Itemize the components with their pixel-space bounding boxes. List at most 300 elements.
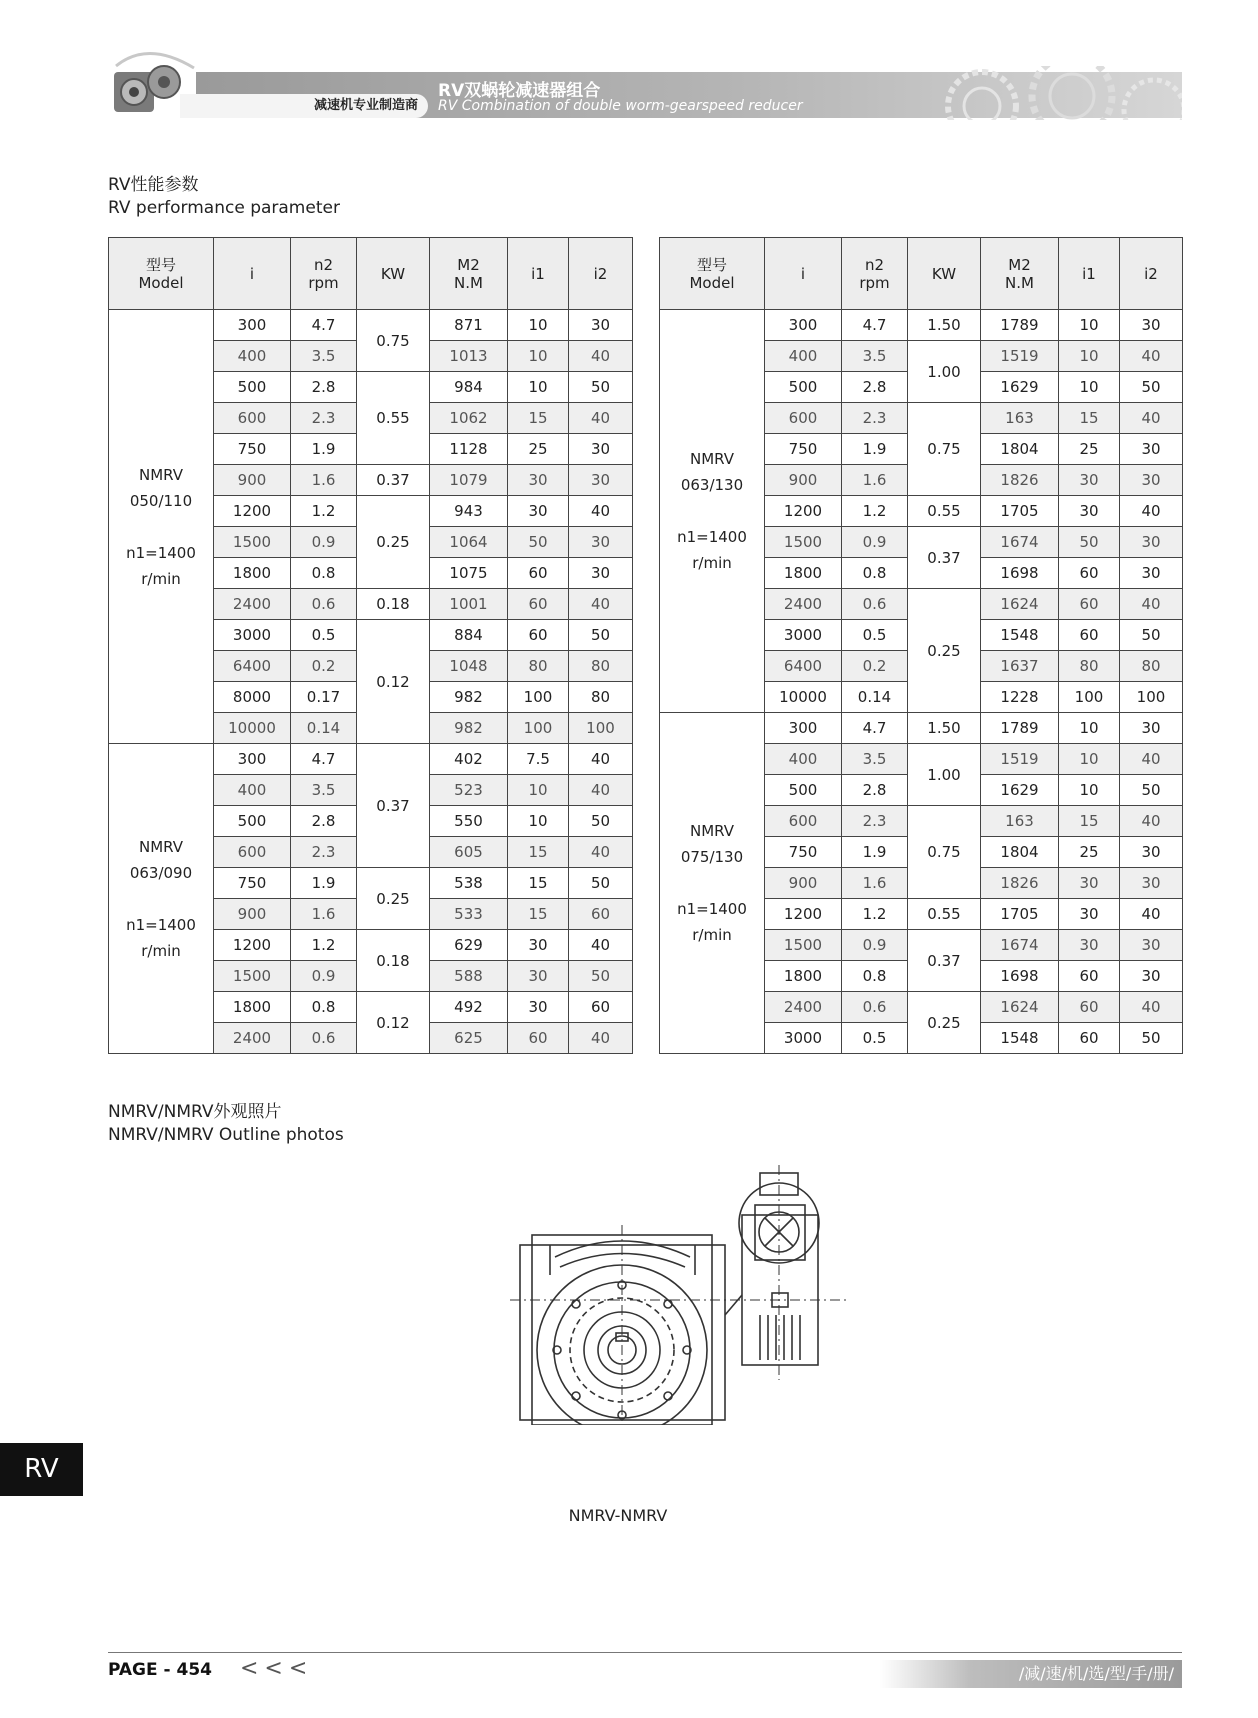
n2-cell: 0.6 (291, 1023, 357, 1054)
n2-cell: 0.8 (291, 558, 357, 589)
m2-cell: 1013 (430, 341, 508, 372)
header-m2 (981, 238, 1059, 310)
n2-cell: 2.8 (842, 775, 908, 806)
kw-cell: 1.00 (908, 341, 981, 403)
n2-cell: 0.14 (842, 682, 908, 713)
i2-cell: 40 (1120, 806, 1183, 837)
i1-cell: 10 (508, 310, 569, 341)
footer-series-title: /减/速/机/选/型/手/册/ (880, 1660, 1182, 1688)
i1-cell: 30 (1059, 930, 1120, 961)
i1-cell: 10 (1059, 775, 1120, 806)
header-i (214, 238, 291, 310)
header-n2 (842, 238, 908, 310)
ratio-cell: 300 (765, 310, 842, 341)
n2-cell: 1.2 (291, 496, 357, 527)
n2-cell: 0.14 (291, 713, 357, 744)
model-name: NMRV (138, 837, 184, 856)
n2-cell: 0.8 (291, 992, 357, 1023)
kw-cell: 1.50 (908, 713, 981, 744)
i2-cell: 40 (569, 589, 633, 620)
n2-cell: 0.6 (842, 589, 908, 620)
m2-cell: 1548 (981, 1023, 1059, 1054)
n2-cell: 4.7 (842, 713, 908, 744)
header-kw (908, 238, 981, 310)
ratio-cell: 3000 (214, 620, 291, 651)
i2-cell: 50 (569, 372, 633, 403)
ratio-cell: 600 (214, 837, 291, 868)
i2-cell: 60 (569, 899, 633, 930)
table-header-row (660, 238, 1183, 310)
header-tagline: 减速机专业制造商 (180, 94, 428, 118)
kw-cell: 0.37 (357, 744, 430, 868)
ratio-cell: 8000 (214, 682, 291, 713)
i2-cell: 30 (1120, 558, 1183, 589)
i1-cell: 10 (1059, 744, 1120, 775)
footer-divider (108, 1652, 1182, 1653)
ratio-cell: 2400 (214, 1023, 291, 1054)
ratio-cell: 400 (765, 744, 842, 775)
header-n2-line: n2 (313, 255, 334, 274)
header-kw-line: KW (931, 264, 957, 283)
header-model (660, 238, 765, 310)
m2-cell: 1624 (981, 992, 1059, 1023)
i1-cell: 60 (1059, 1023, 1120, 1054)
section-title-performance (108, 174, 340, 220)
n2-cell: 0.9 (842, 930, 908, 961)
m2-cell: 163 (981, 403, 1059, 434)
i1-cell: 10 (1059, 341, 1120, 372)
i2-cell: 40 (569, 744, 633, 775)
header-i2-line: i2 (1144, 264, 1158, 283)
kw-cell: 0.25 (357, 868, 430, 930)
i2-cell: 30 (1120, 930, 1183, 961)
n2-cell: 0.6 (842, 992, 908, 1023)
n2-cell: 2.8 (291, 806, 357, 837)
header-model (109, 238, 214, 310)
m2-cell: 1519 (981, 341, 1059, 372)
header-m2-line: N.M (1005, 273, 1034, 292)
m2-cell: 1624 (981, 589, 1059, 620)
kw-cell: 0.75 (908, 403, 981, 496)
m2-cell: 1048 (430, 651, 508, 682)
speed-unit: r/min (692, 926, 732, 944)
i2-cell: 40 (1120, 899, 1183, 930)
page-arrows: <<< (240, 1656, 314, 1681)
m2-cell: 629 (430, 930, 508, 961)
i2-cell: 40 (1120, 744, 1183, 775)
header-m2-line: M2 (1008, 255, 1031, 274)
m2-cell: 1705 (981, 496, 1059, 527)
ratio-cell: 900 (765, 868, 842, 899)
m2-cell: 1128 (430, 434, 508, 465)
m2-cell: 533 (430, 899, 508, 930)
i2-cell: 40 (569, 341, 633, 372)
model-name: NMRV (689, 822, 735, 840)
n2-cell: 1.9 (842, 434, 908, 465)
i1-cell: 30 (1059, 899, 1120, 930)
header-n2-line: n2 (864, 255, 885, 274)
i1-cell: 15 (1059, 403, 1120, 434)
header-i2 (569, 238, 633, 310)
header-i (765, 238, 842, 310)
ratio-cell: 2400 (214, 589, 291, 620)
ratio-cell: 1200 (214, 930, 291, 961)
i1-cell: 60 (508, 1023, 569, 1054)
n2-cell: 0.6 (291, 589, 357, 620)
m2-cell: 1001 (430, 589, 508, 620)
i1-cell: 60 (1059, 589, 1120, 620)
i1-cell: 25 (1059, 837, 1120, 868)
model-cell (660, 310, 765, 713)
m2-cell: 1629 (981, 372, 1059, 403)
n2-cell: 4.7 (842, 310, 908, 341)
i2-cell: 50 (569, 961, 633, 992)
ratio-cell: 300 (214, 310, 291, 341)
kw-cell: 0.25 (908, 589, 981, 713)
i1-cell: 60 (508, 558, 569, 589)
table-header-row (109, 238, 633, 310)
kw-cell: 0.75 (357, 310, 430, 372)
n2-cell: 0.2 (842, 651, 908, 682)
ratio-cell: 300 (214, 744, 291, 775)
m2-cell: 1062 (430, 403, 508, 434)
nmrv-nmrv-outline-drawing (510, 1165, 860, 1425)
ratio-cell: 10000 (214, 713, 291, 744)
ratio-cell: 2400 (765, 992, 842, 1023)
m2-cell: 1228 (981, 682, 1059, 713)
n2-cell: 1.6 (842, 868, 908, 899)
section-title-cn: NMRV/NMRV外观照片 (108, 1102, 282, 1122)
kw-cell: 0.12 (357, 992, 430, 1054)
m2-cell: 1826 (981, 465, 1059, 496)
n2-cell: 0.5 (842, 620, 908, 651)
performance-table-right (659, 237, 1183, 1054)
model-size: 075/130 (680, 848, 744, 866)
i1-cell: 30 (508, 930, 569, 961)
ratio-cell: 900 (214, 465, 291, 496)
i2-cell: 40 (569, 496, 633, 527)
i1-cell: 30 (1059, 496, 1120, 527)
i1-cell: 10 (1059, 372, 1120, 403)
header-model-line: 型号 (696, 255, 727, 274)
section-title-en: NMRV/NMRV Outline photos (108, 1125, 344, 1145)
header-kw (357, 238, 430, 310)
input-speed: n1=1400 (677, 528, 747, 546)
ratio-cell: 600 (765, 403, 842, 434)
n2-cell: 3.5 (842, 341, 908, 372)
input-speed: n1=1400 (126, 915, 196, 934)
m2-cell: 605 (430, 837, 508, 868)
ratio-cell: 750 (214, 434, 291, 465)
i2-cell: 100 (569, 713, 633, 744)
model-size: 063/130 (680, 476, 744, 494)
n2-cell: 4.7 (291, 310, 357, 341)
n2-cell: 4.7 (291, 744, 357, 775)
i1-cell: 30 (1059, 465, 1120, 496)
kw-cell: 0.55 (908, 899, 981, 930)
kw-cell: 0.75 (908, 806, 981, 899)
model-spacer (109, 886, 213, 912)
m2-cell: 1804 (981, 434, 1059, 465)
m2-cell: 492 (430, 992, 508, 1023)
i2-cell: 50 (1120, 1023, 1183, 1054)
n2-cell: 0.5 (291, 620, 357, 651)
i2-cell: 30 (569, 434, 633, 465)
m2-cell: 1826 (981, 868, 1059, 899)
ratio-cell: 1500 (765, 527, 842, 558)
ratio-cell: 1500 (214, 961, 291, 992)
performance-table-left (108, 237, 633, 1054)
kw-cell: 0.37 (908, 527, 981, 589)
i1-cell: 100 (1059, 682, 1120, 713)
i1-cell: 80 (1059, 651, 1120, 682)
header-i1 (508, 238, 569, 310)
drawing-caption: NMRV-NMRV (568, 1506, 668, 1525)
ratio-cell: 900 (214, 899, 291, 930)
ratio-cell: 400 (214, 341, 291, 372)
m2-cell: 1548 (981, 620, 1059, 651)
header-i-line: i (249, 264, 255, 283)
n2-cell: 0.9 (291, 961, 357, 992)
ratio-cell: 2400 (765, 589, 842, 620)
i1-cell: 80 (508, 651, 569, 682)
header-i-line: i (800, 264, 806, 283)
i2-cell: 40 (569, 775, 633, 806)
header-m2 (430, 238, 508, 310)
i1-cell: 60 (1059, 620, 1120, 651)
m2-cell: 163 (981, 806, 1059, 837)
section-title-outline (108, 1101, 344, 1147)
header-i1 (1059, 238, 1120, 310)
header-i2-line: i2 (593, 264, 608, 283)
input-speed: n1=1400 (677, 900, 747, 918)
i2-cell: 60 (569, 992, 633, 1023)
i2-cell: 40 (1120, 589, 1183, 620)
i1-cell: 10 (508, 341, 569, 372)
m2-cell: 1674 (981, 527, 1059, 558)
ratio-cell: 750 (765, 434, 842, 465)
i2-cell: 40 (569, 837, 633, 868)
table-row (109, 310, 633, 341)
n2-cell: 1.9 (291, 434, 357, 465)
m2-cell: 1789 (981, 713, 1059, 744)
model-spacer (109, 514, 213, 540)
i1-cell: 30 (508, 465, 569, 496)
m2-cell: 871 (430, 310, 508, 341)
i2-cell: 80 (569, 651, 633, 682)
i2-cell: 30 (569, 310, 633, 341)
header-n2-line: rpm (308, 273, 339, 292)
m2-cell: 538 (430, 868, 508, 899)
ratio-cell: 400 (214, 775, 291, 806)
ratio-cell: 10000 (765, 682, 842, 713)
header-n2-line: rpm (859, 273, 890, 292)
i1-cell: 30 (508, 496, 569, 527)
m2-cell: 1789 (981, 310, 1059, 341)
header-title-en: RV Combination of double worm-gearspeed reducer (438, 98, 803, 114)
i1-cell: 30 (508, 992, 569, 1023)
kw-cell: 0.25 (357, 496, 430, 589)
i1-cell: 50 (1059, 527, 1120, 558)
ratio-cell: 900 (765, 465, 842, 496)
n2-cell: 1.9 (842, 837, 908, 868)
i1-cell: 15 (1059, 806, 1120, 837)
i2-cell: 50 (1120, 372, 1183, 403)
n2-cell: 1.6 (291, 465, 357, 496)
i2-cell: 40 (1120, 403, 1183, 434)
n2-cell: 0.8 (842, 961, 908, 992)
ratio-cell: 1500 (214, 527, 291, 558)
ratio-cell: 750 (765, 837, 842, 868)
kw-cell: 0.18 (357, 589, 430, 620)
m2-cell: 523 (430, 775, 508, 806)
m2-cell: 1629 (981, 775, 1059, 806)
m2-cell: 625 (430, 1023, 508, 1054)
n2-cell: 1.6 (291, 899, 357, 930)
i2-cell: 30 (1120, 310, 1183, 341)
i2-cell: 30 (1120, 713, 1183, 744)
i2-cell: 30 (569, 527, 633, 558)
m2-cell: 1519 (981, 744, 1059, 775)
n2-cell: 2.8 (842, 372, 908, 403)
n2-cell: 1.2 (842, 899, 908, 930)
header-i1-line: i1 (1082, 264, 1096, 283)
model-spacer (660, 870, 764, 896)
header-n2 (291, 238, 357, 310)
model-name: NMRV (138, 465, 184, 484)
n2-cell: 0.17 (291, 682, 357, 713)
i2-cell: 30 (569, 558, 633, 589)
i2-cell: 50 (1120, 775, 1183, 806)
ratio-cell: 1800 (214, 558, 291, 589)
model-spacer (660, 498, 764, 524)
ratio-cell: 6400 (214, 651, 291, 682)
n2-cell: 0.8 (842, 558, 908, 589)
header-kw-line: KW (380, 264, 406, 283)
i1-cell: 7.5 (508, 744, 569, 775)
i1-cell: 15 (508, 868, 569, 899)
n2-cell: 1.2 (291, 930, 357, 961)
kw-cell: 0.25 (908, 992, 981, 1054)
section-side-tab: RV (0, 1443, 83, 1496)
page-header (108, 46, 1182, 120)
ratio-cell: 1800 (765, 961, 842, 992)
header-model-line: Model (689, 273, 735, 292)
i1-cell: 60 (508, 589, 569, 620)
n2-cell: 0.5 (842, 1023, 908, 1054)
kw-cell: 0.37 (908, 930, 981, 992)
i1-cell: 10 (1059, 310, 1120, 341)
m2-cell: 1674 (981, 930, 1059, 961)
table-row (109, 744, 633, 775)
ratio-cell: 3000 (765, 620, 842, 651)
ratio-cell: 600 (765, 806, 842, 837)
m2-cell: 1705 (981, 899, 1059, 930)
model-cell (109, 310, 214, 744)
m2-cell: 1079 (430, 465, 508, 496)
ratio-cell: 300 (765, 713, 842, 744)
i2-cell: 40 (1120, 496, 1183, 527)
i2-cell: 100 (1120, 682, 1183, 713)
i1-cell: 10 (508, 372, 569, 403)
ratio-cell: 500 (765, 372, 842, 403)
ratio-cell: 500 (214, 806, 291, 837)
n2-cell: 3.5 (291, 775, 357, 806)
ratio-cell: 600 (214, 403, 291, 434)
model-cell (660, 713, 765, 1054)
ratio-cell: 1500 (765, 930, 842, 961)
m2-cell: 1698 (981, 558, 1059, 589)
i1-cell: 60 (1059, 992, 1120, 1023)
ratio-cell: 500 (214, 372, 291, 403)
ratio-cell: 750 (214, 868, 291, 899)
kw-cell: 1.50 (908, 310, 981, 341)
table-row (660, 310, 1183, 341)
i2-cell: 50 (569, 806, 633, 837)
i2-cell: 30 (1120, 434, 1183, 465)
speed-unit: r/min (141, 569, 181, 588)
m2-cell: 550 (430, 806, 508, 837)
m2-cell: 984 (430, 372, 508, 403)
kw-cell: 1.00 (908, 744, 981, 806)
m2-cell: 1075 (430, 558, 508, 589)
i2-cell: 80 (569, 682, 633, 713)
input-speed: n1=1400 (126, 543, 196, 562)
table-row (660, 713, 1183, 744)
i2-cell: 30 (1120, 465, 1183, 496)
header-i1-line: i1 (531, 264, 545, 283)
i2-cell: 30 (1120, 961, 1183, 992)
i1-cell: 25 (508, 434, 569, 465)
model-name: NMRV (689, 450, 735, 468)
kw-cell: 0.55 (357, 372, 430, 465)
i2-cell: 40 (1120, 992, 1183, 1023)
m2-cell: 402 (430, 744, 508, 775)
kw-cell: 0.12 (357, 620, 430, 744)
gears-decoration-icon (922, 66, 1182, 120)
n2-cell: 1.2 (842, 496, 908, 527)
kw-cell: 0.18 (357, 930, 430, 992)
n2-cell: 0.9 (291, 527, 357, 558)
i1-cell: 50 (508, 527, 569, 558)
header-i2 (1120, 238, 1183, 310)
i2-cell: 50 (569, 620, 633, 651)
ratio-cell: 500 (765, 775, 842, 806)
i2-cell: 30 (1120, 527, 1183, 558)
m2-cell: 982 (430, 713, 508, 744)
n2-cell: 0.2 (291, 651, 357, 682)
model-size: 050/110 (129, 491, 193, 510)
header-m2-line: M2 (457, 255, 480, 274)
ratio-cell: 3000 (765, 1023, 842, 1054)
n2-cell: 2.3 (291, 837, 357, 868)
n2-cell: 2.3 (842, 806, 908, 837)
speed-unit: r/min (141, 941, 181, 960)
i2-cell: 50 (1120, 620, 1183, 651)
i2-cell: 30 (1120, 868, 1183, 899)
kw-cell: 0.55 (908, 496, 981, 527)
i1-cell: 30 (508, 961, 569, 992)
m2-cell: 1637 (981, 651, 1059, 682)
i2-cell: 40 (569, 1023, 633, 1054)
ratio-cell: 1200 (765, 496, 842, 527)
n2-cell: 2.3 (842, 403, 908, 434)
i2-cell: 50 (569, 868, 633, 899)
i1-cell: 15 (508, 899, 569, 930)
ratio-cell: 6400 (765, 651, 842, 682)
i1-cell: 100 (508, 682, 569, 713)
ratio-cell: 1200 (214, 496, 291, 527)
